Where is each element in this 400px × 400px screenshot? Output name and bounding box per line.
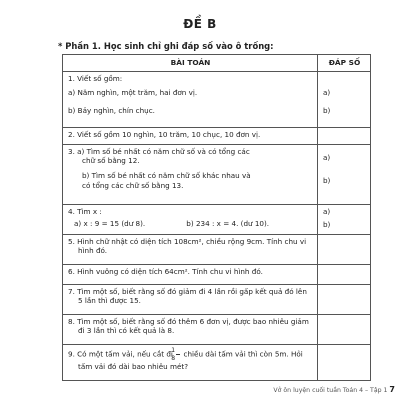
answer-cell[interactable] [318, 205, 371, 235]
answer-cell[interactable] [318, 315, 371, 345]
problem-cell [63, 145, 318, 205]
fraction [171, 347, 180, 362]
table-row [63, 345, 371, 381]
part-instruction: * Phần 1. Học sinh chỉ ghi đáp số vào ô trống: [58, 41, 274, 51]
answer-cell[interactable] [318, 145, 371, 205]
problem-part: b) Tìm số bé nhất có năm chữ số khác nhau và [82, 171, 251, 181]
answer-marker: a) [323, 88, 331, 97]
table-row [63, 265, 371, 285]
problem-stem: 5. Hình chữ nhật có diện tích 108cm², chiều rộng 9cm. Tính chu vi hình đó. [68, 237, 307, 256]
problem-cell [63, 235, 318, 265]
problem-part-cont: chữ số bằng 12. [82, 156, 140, 166]
problem-stem: 4. Tìm x : [68, 207, 102, 216]
table-row [63, 128, 371, 145]
problem-cell [63, 315, 318, 345]
page-number: 7 [389, 385, 395, 394]
problem-stem: 2. Viết số gồm 10 nghìn, 10 trăm, 10 chục, 10 đơn vị. [68, 130, 261, 139]
table-row [63, 235, 371, 265]
header-answer: ĐÁP SỐ [318, 55, 371, 72]
header-problem: BÀI TOÁN [63, 55, 318, 72]
answer-marker: b) [323, 106, 331, 116]
fraction-numerator: 1 [176, 347, 180, 355]
problem-stem-cont: chiều dài tấm vải thì còn 5m. Hỏi tấm vải đó dài bao nhiêu mét? [78, 349, 303, 371]
problem-part-cont: có tổng các chữ số bằng 13. [82, 180, 184, 190]
answer-cell[interactable] [318, 345, 371, 381]
problem-stem: 6. Hình vuông có diện tích 64cm². Tính chu vi hình đó. [68, 267, 263, 276]
answer-cell[interactable] [318, 235, 371, 265]
worksheet-table [62, 54, 371, 381]
answer-cell[interactable] [318, 72, 371, 128]
page-footer [250, 385, 395, 394]
table-row [63, 72, 371, 128]
problem-stem: 7. Tìm một số, biết rằng số đó giảm đi 4 lần rồi gấp kết quả đó lên 5 lần thì được 15. [68, 287, 307, 306]
problem-cell [63, 285, 318, 315]
table-row [63, 315, 371, 345]
table-row [63, 285, 371, 315]
table-row [63, 145, 371, 205]
problem-part: 3. a) Tìm số bé nhất có năm chữ số và có tổng các [68, 147, 250, 156]
problem-cell [63, 345, 318, 381]
answer-marker: b) [323, 176, 331, 186]
table-header-row [63, 55, 371, 72]
page-title: ĐỀ B [183, 17, 217, 31]
answer-marker: a) [323, 153, 331, 162]
problem-stem: 1. Viết số gồm: [68, 74, 123, 83]
table-row [63, 205, 371, 235]
answer-marker: b) [323, 220, 331, 230]
answer-cell[interactable] [318, 285, 371, 315]
problem-cell [63, 265, 318, 285]
fraction-denominator: 8 [171, 355, 176, 362]
problem-stem: 8. Tìm một số, biết rằng số đó thêm 6 đơn vị, được bao nhiêu giảm đi 3 lần thì có kết quả là 8. [68, 317, 309, 336]
problem-cell [63, 128, 318, 145]
answer-cell[interactable] [318, 128, 371, 145]
problem-part: a) Năm nghìn, một trăm, hai đơn vị. [68, 88, 198, 98]
answer-marker: a) [323, 207, 331, 216]
problem-cell [63, 205, 318, 235]
equation-a: a) x : 9 = 15 (dư 8). [74, 219, 146, 229]
footer-text: Vở ôn luyện cuối tuần Toán 4 – Tập 1 [273, 387, 388, 394]
equation-b: b) 234 : x = 4. (dư 10). [186, 219, 270, 229]
problem-cell [63, 72, 318, 128]
problem-stem: 9. Có một tấm vải, nếu cắt đi [68, 349, 173, 359]
problem-part: b) Bảy nghìn, chín chục. [68, 106, 155, 116]
answer-cell[interactable] [318, 265, 371, 285]
